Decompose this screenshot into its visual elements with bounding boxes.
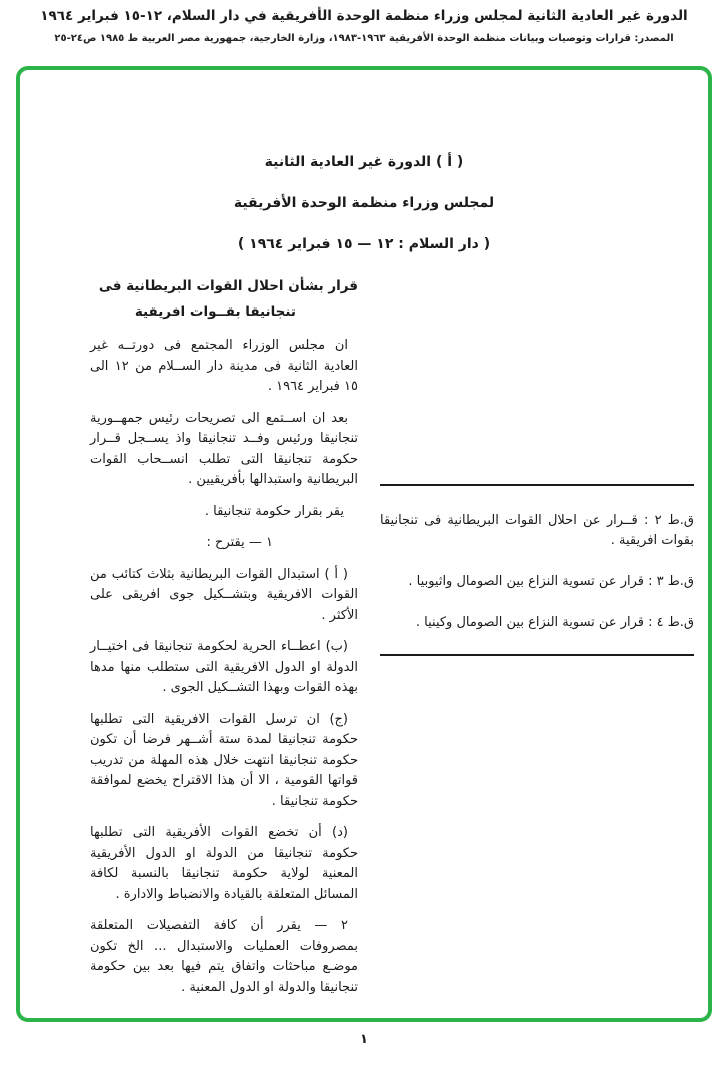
session-heading-line2: لمجلس وزراء منظمة الوحدة الأفريقية <box>233 195 495 211</box>
session-heading-line3: ( دار السلام : ١٢ — ١٥ فبراير ١٩٦٤ ) <box>237 236 491 252</box>
paragraph-item-c: (ج) ان ترسل القوات الافريقية التى تطلبها حكومة تنجانيقا لمدة ستة أشــهر فرضا أن تكون حكومة تنجانيقا انتهت خلال هذه المهلة من تدريب قواتها القومية ، الا أن هذا الاقتراح يخضع لموافقة حكومة تنجانيقا . <box>90 711 358 809</box>
paragraph-item-d: (د) أن تخضع القوات الأفريقية التى تطلبها حكومة تنجانيقا من الدولة او الدول الأفريقية المعنية لولاية حكومة تنجانيقا بالنسبة لكافة المسائل المتعلقة بالقيادة والانضباط والادارة . <box>90 825 358 902</box>
margin-rule-bottom <box>380 654 694 656</box>
paragraph-decision-2: ٢ — يقرر أن كافة التفصيلات المتعلقة بمصروفات العمليات والاستبدال ... الخ تكون موضـع مباحثات واتفاق يتم فيها بعد بين حكومة تنجانيقا والدولة او الدول المعنية . <box>90 918 358 995</box>
margin-note-2: ق.ط ٣ : قرار عن تسوية النزاع بين الصومال واثيوبيا . <box>408 574 694 589</box>
document-header-title: الدورة غير العادية الثانية لمجلس وزراء منظمة الوحدة الأفريقية في دار السلام، ١٢-١٥ فبراير ١٩٦٤ <box>40 8 688 24</box>
main-text-column <box>90 276 358 1009</box>
paragraph-approval: يقر بقرار حكومة تنجانيقا . <box>204 503 344 519</box>
paragraph-proposal-header: ١ — يقترح : <box>206 535 273 550</box>
document-header <box>0 8 728 44</box>
resolution-title <box>90 276 358 322</box>
session-headings <box>20 154 708 277</box>
paragraph-preamble-2: بعد ان اســتمع الى تصريحات رئيس جمهــورية تنجانيقا ورئيس وفــد تنجانيقا واذ يســجل قــرار حكومة تنجانيقا التى تطلب انســحاب القوات البريطانية واستبدالها بأفريقيين . <box>90 410 358 487</box>
document-header-source: المصدر: قرارات وتوصيات وبيانات منظمة الوحدة الأفريقية ١٩٦٣-١٩٨٣، وزارة الخارجية، جمهورية مصر العربية ط ١٩٨٥ ص٢٤-٢٥ <box>54 33 674 44</box>
margin-note-1: ق.ط ٢ : قــرار عن احلال القوات البريطانية فى تنجانيقا بقوات افريقية . <box>380 513 695 548</box>
page-number: ١ <box>360 1032 368 1047</box>
scan-frame <box>16 66 712 1022</box>
margin-note-3: ق.ط ٤ : قرار عن تسوية النزاع بين الصومال وكينيا . <box>415 615 694 630</box>
paragraph-preamble-1: ان مجلس الوزراء المجتمع فى دورتــه غير العادية الثانية فى مدينة دار الســلام من ١٢ الى ١٥ فبراير ١٩٦٤ . <box>90 338 358 394</box>
margin-rule-top <box>380 484 694 486</box>
resolution-title-line1: قرار بشأن احلال القوات البريطانية فى <box>98 278 358 294</box>
paragraph-item-b: (ب) اعطــاء الحرية لحكومة تنجانيقا فى اختيــار الدولة او الدول الافريقية التى ستطلب منها مدها بهذه القوات وبهذا التشــكيل الجوى . <box>90 639 358 695</box>
margin-notes <box>380 484 694 656</box>
resolution-title-line2: تنجانيقا بقــوات افريقية <box>134 303 296 320</box>
paragraph-item-a: ( أ ) استبدال القوات البريطانية بثلاث كتائب من القوات الافريقية وبتشــكيل جوى افريقى على الأكثر . <box>90 566 358 623</box>
session-heading-line1: ( أ ) الدورة غير العادية الثانية <box>264 154 464 170</box>
